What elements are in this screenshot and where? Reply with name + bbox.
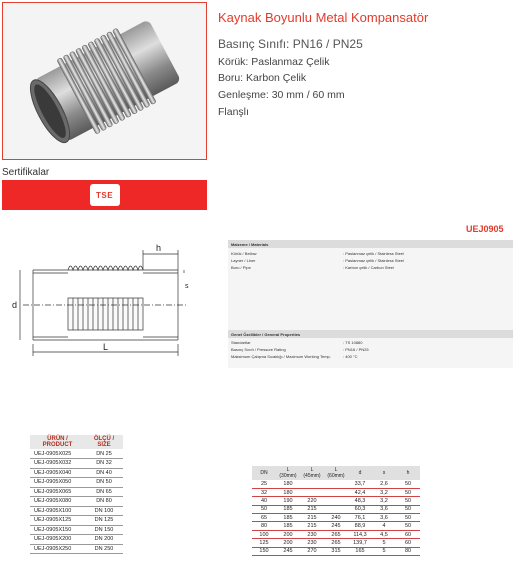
dimension-cell: 48,3	[348, 497, 372, 505]
dimension-cell: 114,3	[348, 530, 372, 538]
dimension-cell: 50	[396, 497, 420, 505]
table-row	[252, 539, 420, 547]
materials-value: : Paslanmaz çelik / Stainless Steel	[343, 258, 404, 263]
product-code-cell: UEJ-0905X150	[30, 525, 85, 535]
properties-key: Standartlar	[231, 340, 251, 345]
dimension-cell: 215	[300, 505, 324, 513]
expansion: Genleşme: 30 mm / 60 mm	[218, 89, 345, 101]
properties-key: Basınç Sınıfı / Pressure Rating	[231, 347, 286, 352]
dimension-cell: 240	[324, 514, 348, 522]
pipe-material: Boru: Karbon Çelik	[218, 72, 307, 84]
materials-value: : Paslanmaz çelik / Stainless Steel	[343, 251, 404, 256]
dimension-cell: 215	[300, 514, 324, 522]
dimension-cell: 5	[372, 547, 396, 555]
dimension-cell	[300, 480, 324, 488]
tse-logo-text: TSE	[95, 190, 114, 200]
table-row	[252, 514, 420, 522]
dimension-cell: 185	[276, 522, 300, 530]
dimension-cell: 265	[324, 530, 348, 538]
table-row	[252, 497, 420, 505]
dimension-cell: 50	[396, 522, 420, 530]
dimension-cell: 42,4	[348, 488, 372, 496]
column-header: d	[348, 466, 372, 480]
properties-value: : PN16 / PN25	[343, 347, 369, 352]
dimension-cell: 33,7	[348, 480, 372, 488]
dimension-cell: 265	[324, 539, 348, 547]
dimension-cell	[324, 497, 348, 505]
column-header: h	[396, 466, 420, 480]
product-code-cell: UEJ-0905X100	[30, 506, 85, 516]
dimension-cell: 50	[396, 514, 420, 522]
dimension-cell: 3,2	[372, 488, 396, 496]
dimension-cell: 80	[396, 547, 420, 555]
column-header: DN	[252, 466, 276, 480]
table-row	[252, 530, 420, 538]
product-code-cell: UEJ-0905X250	[30, 544, 85, 554]
table-row	[30, 487, 123, 497]
dimension-cell	[300, 488, 324, 496]
table-row	[252, 480, 420, 488]
product-code-cell: UEJ-0905X065	[30, 487, 85, 497]
size-cell: DN 80	[85, 497, 123, 507]
dimension-cell: 50	[396, 505, 420, 513]
dimension-cell	[324, 480, 348, 488]
properties-row	[228, 339, 513, 346]
materials-row	[228, 264, 513, 271]
column-header: ÜRÜN / PRODUCT	[30, 435, 85, 449]
table-row	[30, 506, 123, 516]
table-row	[30, 449, 123, 459]
dimension-cell: 245	[276, 547, 300, 555]
dimension-cell: 180	[276, 480, 300, 488]
dimension-cell: 2,6	[372, 480, 396, 488]
dimension-cell: 5	[372, 539, 396, 547]
table-row	[30, 544, 123, 554]
properties-value: : TS 10880	[343, 340, 363, 345]
dimension-cell: 270	[300, 547, 324, 555]
size-cell: DN 65	[85, 487, 123, 497]
table-row	[252, 547, 420, 555]
materials-row	[228, 250, 513, 257]
dimension-cell: 125	[252, 539, 276, 547]
dimension-cell: 139,7	[348, 539, 372, 547]
dim-l-label: L	[103, 342, 109, 352]
dimension-cell: 4,5	[372, 530, 396, 538]
table-row	[252, 488, 420, 496]
properties-row	[228, 346, 513, 353]
dimension-cell: 50	[396, 488, 420, 496]
dimension-cell: 185	[276, 505, 300, 513]
dim-h-label: h	[156, 243, 162, 253]
size-cell: DN 32	[85, 459, 123, 469]
product-code-cell: UEJ-0905X040	[30, 468, 85, 478]
dimension-cell: 50	[252, 505, 276, 513]
bellow-material: Körük: Paslanmaz Çelik	[218, 56, 330, 68]
product-code-cell: UEJ-0905X032	[30, 459, 85, 469]
dimension-cell: 60	[396, 539, 420, 547]
dimension-cell: 60	[396, 530, 420, 538]
dimension-cell: 165	[348, 547, 372, 555]
dimension-cell: 3,2	[372, 497, 396, 505]
column-header: s	[372, 466, 396, 480]
dimension-cell: 230	[300, 530, 324, 538]
size-cell: DN 150	[85, 525, 123, 535]
dim-d-label: d	[12, 300, 18, 310]
table-row	[30, 478, 123, 488]
column-header: L (30mm)	[276, 466, 300, 480]
dimension-cell: 200	[276, 539, 300, 547]
dimension-cell: 32	[252, 488, 276, 496]
tse-logo-icon	[90, 184, 120, 206]
properties-key: Maksimum Çalışma Sıcaklığı / Maximum Working Temp.	[231, 354, 331, 359]
dimension-table	[252, 466, 420, 556]
size-cell: DN 125	[85, 516, 123, 526]
product-code: UEJ0905	[466, 224, 504, 234]
dimension-cell: 185	[276, 514, 300, 522]
product-code-cell: UEJ-0905X080	[30, 497, 85, 507]
dim-s-label: s	[185, 283, 189, 290]
pressure-class: Basınç Sınıfı: PN16 / PN25	[218, 37, 363, 51]
dimension-cell: 80	[252, 522, 276, 530]
dimension-cell: 245	[324, 522, 348, 530]
dimension-cell: 88,9	[348, 522, 372, 530]
materials-heading: Malzeme / Materials	[228, 240, 513, 248]
size-cell: DN 40	[85, 468, 123, 478]
product-code-cell: UEJ-0905X050	[30, 478, 85, 488]
table-row	[30, 468, 123, 478]
product-title: Kaynak Boyunlu Metal Kompansatör	[218, 10, 429, 25]
size-cell: DN 50	[85, 478, 123, 488]
materials-key: Boru / Pipe	[231, 265, 251, 270]
table-row	[252, 505, 420, 513]
dimension-cell: 180	[276, 488, 300, 496]
dimension-cell: 3,6	[372, 505, 396, 513]
dimension-cell: 65	[252, 514, 276, 522]
table-row	[30, 497, 123, 507]
size-cell: DN 25	[85, 449, 123, 459]
table-row	[30, 516, 123, 526]
table-row	[252, 522, 420, 530]
product-table	[30, 435, 123, 554]
table-row	[30, 525, 123, 535]
dimension-cell: 25	[252, 480, 276, 488]
properties-heading: Genel Özellikler / General Properties	[228, 330, 513, 338]
materials-key: Layner / Liner	[231, 258, 256, 263]
product-photo	[2, 2, 207, 160]
size-cell: DN 250	[85, 544, 123, 554]
dimension-cell: 150	[252, 547, 276, 555]
technical-drawing	[8, 240, 198, 365]
dimension-cell: 40	[252, 497, 276, 505]
dimension-cell: 76,1	[348, 514, 372, 522]
dimension-cell: 60,3	[348, 505, 372, 513]
dimension-cell: 4	[372, 522, 396, 530]
column-header: L (60mm)	[324, 466, 348, 480]
size-cell: DN 200	[85, 535, 123, 545]
dimension-cell: 50	[396, 480, 420, 488]
spec-box	[228, 240, 513, 368]
certificates-label: Sertifikalar	[2, 167, 50, 178]
properties-value: : 400 °C	[343, 354, 358, 359]
dimension-cell: 100	[252, 530, 276, 538]
properties-row	[228, 353, 513, 360]
column-header: ÖLÇÜ / SIZE	[85, 435, 123, 449]
dimension-cell: 3,6	[372, 514, 396, 522]
dimension-cell: 230	[300, 539, 324, 547]
table-row	[30, 459, 123, 469]
dimension-cell: 190	[276, 497, 300, 505]
dimension-cell: 200	[276, 530, 300, 538]
dimension-cell: 215	[300, 522, 324, 530]
certificates-bar	[2, 180, 207, 210]
size-cell: DN 100	[85, 506, 123, 516]
product-code-cell: UEJ-0905X125	[30, 516, 85, 526]
dimension-cell	[324, 488, 348, 496]
table-row	[30, 535, 123, 545]
flange-type: Flanşlı	[218, 106, 249, 118]
materials-value: : Karbon çelik / Carbon Steel	[343, 265, 394, 270]
dimension-cell: 315	[324, 547, 348, 555]
dimension-cell: 220	[300, 497, 324, 505]
materials-row	[228, 257, 513, 264]
column-header: L (45mm)	[300, 466, 324, 480]
dimension-cell	[324, 505, 348, 513]
materials-key: Körük / Bellow	[231, 251, 257, 256]
product-code-cell: UEJ-0905X200	[30, 535, 85, 545]
product-code-cell: UEJ-0905X025	[30, 449, 85, 459]
